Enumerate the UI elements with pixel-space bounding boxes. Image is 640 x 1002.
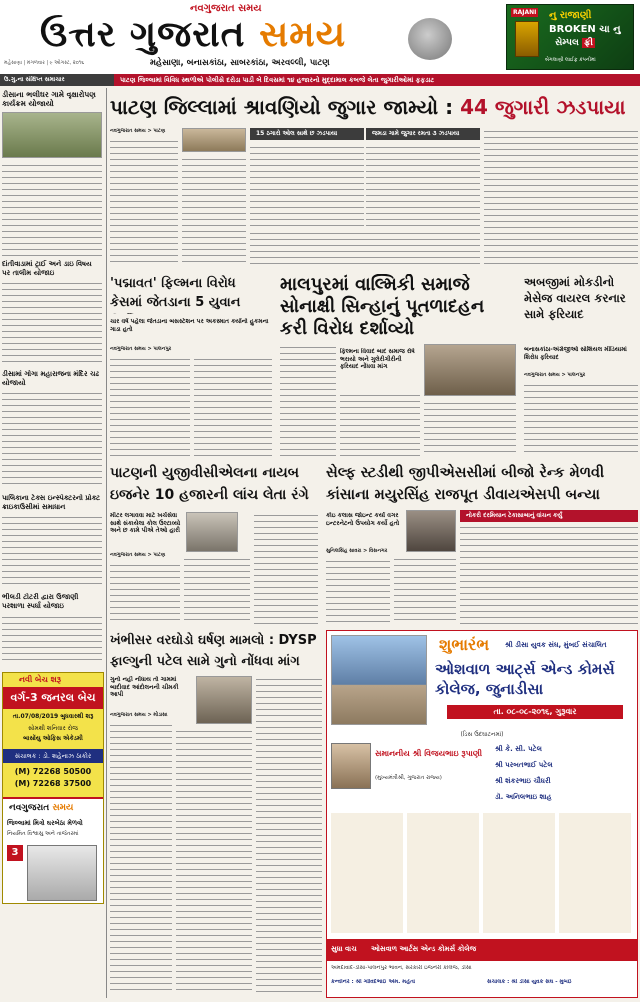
- promo-brand-main: નવગુજરાત: [9, 803, 50, 813]
- story-byline: સુનિલસિંહ સાવરા > વિસનગર: [326, 548, 388, 554]
- sidebar-story-title: પાલિકાના ટેક્સ ઇન્સ્પેક્ટરનો પ્રોક્ટ ક્રાઇકાઉસીમાં સમાધાન: [2, 494, 101, 511]
- ad-dignitaries-grid: [331, 813, 633, 933]
- newspaper-icon: [27, 845, 97, 901]
- top-ad[interactable]: [506, 4, 634, 70]
- class-ad[interactable]: [2, 672, 104, 904]
- story-body: [424, 400, 516, 456]
- class-ad-contact: સંચાલક : ડો. શહેનાઝ ઠાકોર: [3, 749, 103, 763]
- top-ad-line1: નુ રાજાણી: [549, 10, 592, 21]
- lead-headline-a: પાટણ જિલ્લામાં શ્રાવણિયો જુગાર જામ્યો :: [110, 95, 454, 119]
- ad-guest: શ્રી શંકરભાઇ ચૌધરી: [495, 777, 551, 785]
- ad-chief-role: (મુખ્યમંત્રીશ્રી, ગુજરાત રાજ્ય): [375, 775, 442, 781]
- story-photo: [196, 676, 252, 724]
- story-photo: [424, 344, 516, 396]
- story-kicker: મીટર લગાવવા માટે ખર્ચસેવા સાથે સંકાયેલા કોલ ઉલ્ટાવ્યો અને છ કામે પીએ તેઓ હારી: [110, 512, 181, 534]
- masthead-dateline: મહેસાણા | મંગળવાર | ૯ ઓગસ્ટ, ૨૦૧૬: [4, 60, 84, 66]
- top-ad-sample: [555, 38, 595, 48]
- lead-box-1: 15 ઠગારો ઓલ સાથે છ ઝડપાયા: [250, 128, 364, 140]
- tea-pack-image: [515, 21, 539, 57]
- masthead-regions: મહેસાણા, બનાસકાંઠા, સાબરકાંઠા, અરવલ્લી, પાટણ: [150, 58, 330, 68]
- class-ad-sub2: બાસોંયુ ઓફિસ એકેડમી: [23, 735, 83, 742]
- story-body: [256, 676, 322, 994]
- ticker-bar: [0, 74, 640, 86]
- ad-guest: ડૉ. અનિલભાઇ શાહ: [495, 793, 552, 801]
- top-ad-line4: બેગલાણી લાઈફ કંપનીમાં: [545, 57, 596, 63]
- story-headline: સેલ્ફ સ્ટડીથી જીપીએસસીમાં બીજો રેન્ક મેળવી કાંસાના મયુરસિંહ રાજપૂત ડીવાયએસપી બન્યા: [326, 465, 605, 503]
- sidebar-story-title: દાંતીવાડામાં ટ્રાઈ અને ડાઇ વિષય પર તાલીમ યોજાઇ: [2, 260, 92, 277]
- story-body: [110, 562, 180, 624]
- lead-byline: નવગુજરાત સમય > પાટણ: [110, 128, 166, 134]
- sidebar-body: [2, 514, 102, 588]
- story-body: [280, 344, 336, 456]
- sidebar-body: [2, 390, 102, 488]
- story-byline: નવગુજરાત સમય > પાટણ: [110, 552, 166, 558]
- job-box-header: નોકરી દરમિયાન ટેકાસાબાનું વાંચન કર્યું: [460, 510, 638, 522]
- class-ad-sub1: સોમથી શનિવાર રોજ: [28, 725, 78, 732]
- lead-body: [250, 230, 480, 266]
- story-body: [394, 556, 456, 624]
- promo-brand-accent: સમય: [52, 803, 74, 813]
- sidebar-story-title: ડીસાના ભલીઘર ગામે વૃક્ષારોપણ કાર્યક્રમ યોજાયો: [2, 90, 96, 108]
- sidebar-body: [2, 162, 102, 256]
- sidebar-story-title: ભીલડી ટોટરી દ્વારા ઉજાણી પરશાળા સ્પર્ધા યોજાઇ: [2, 593, 79, 610]
- promo-sub: નિયમિત વિશ્વાસુ અને તાજેતરમાં: [7, 831, 79, 837]
- top-ad-line2: BROKEN ચા નુ: [549, 24, 621, 35]
- top-ad-brand: RAJANI: [513, 9, 537, 16]
- lion-logo-icon: [408, 18, 452, 60]
- class-ad-top: નવી બેચ શરૂ: [19, 675, 62, 684]
- masthead-title-main: ઉત્તર ગુજરાત: [40, 14, 246, 55]
- story-kicker: ગુનો નહી નોંધાય તો ગામમાં બાદીવાદ આંદોલનની ચીમકી આપી: [110, 676, 179, 698]
- sidebar-story-title: ડીસામાં ગોગા મહારાજના મંદિર ચઢ યોજાયો: [2, 370, 99, 387]
- ad-chief: સમાનનીય શ્રી વિજયભાઇ રૂપાણી: [375, 749, 483, 758]
- sidebar-body: [2, 614, 102, 664]
- story-byline: નવગુજરાત સમય > પાલનપુર: [110, 346, 172, 352]
- lead-body: [110, 138, 178, 266]
- story-body: [254, 512, 318, 624]
- story-photo: [186, 512, 238, 552]
- story-body: [184, 556, 250, 624]
- story-headline: માલપુરમાં વાલ્મિકી સમાજે સોનાક્ષી સિન્હાનું પૂતળાદહન કરી વિરોધ દર્શાવ્યો: [280, 274, 485, 339]
- college-ad[interactable]: [326, 630, 638, 998]
- lead-headline: [110, 90, 638, 124]
- class-ad-title: વર્ગ-3 જનરલ બેચ: [3, 687, 103, 709]
- column-divider: [106, 88, 107, 998]
- ad-footer-right: અમદાવાદ-ડીસા-પાલનપુર ભાવન, સરકારી ઇજનેરી કોલેજ, ડીસા: [331, 965, 472, 971]
- story-kicker: બનાસકાંઠા-અંગ્રેજીઓ સોશિયલ મીડિયામાં શિરોધ ફરિયાદ: [524, 346, 627, 361]
- ad-footer-main: ઓસવાળ આર્ટસ એન્ડ કોમર્સ કોલેજ: [371, 945, 477, 953]
- lead-body: [250, 144, 364, 226]
- story-headline: અબજીમાં મોકડીનો મેસેજ વાયરલ કરનાર સામે ફરિયાદ: [524, 275, 626, 321]
- ad-footer: [327, 939, 637, 961]
- ad-bottom-right: સંચાલક : શ્રી ડીસા યુવક સંઘ - મુંબઈ: [487, 979, 572, 985]
- masthead-kicker: નવગુજરાત સમય: [190, 3, 262, 14]
- lead-box-2: જમડા ગામે જુગાર રમતા ૩ ઝડપાયા: [366, 128, 480, 140]
- story-kicker: ફિલ્મના વિવાદ બાદ સમાજ રોષે ભરાયો અને ગુલેરીગીરીની ફરિયાદ નોંધવા માંગ: [340, 348, 415, 370]
- lead-photo: [182, 128, 246, 152]
- promo-brand: [9, 803, 73, 813]
- ad-org: શ્રી ડીસા યુવક સંઘ, મુંબઈ સંચાલિત: [505, 641, 607, 649]
- college-building-image: [331, 635, 427, 725]
- story-headline: ખંભીસર વરઘોડો ઘર્ષણ મામલો : DYSP ફાલ્ગુની પટેલ સામે ગુનો નોંધવા માંગ: [110, 633, 317, 669]
- ad-tagline: (ડિસ ઉદઘાટનમાં): [460, 731, 504, 738]
- class-ad-phone-1[interactable]: (M) 72268 50500: [14, 767, 92, 776]
- story-body: [194, 356, 272, 456]
- sidebar: [2, 88, 104, 610]
- lead-body: [484, 128, 638, 266]
- job-box-body: [460, 524, 638, 624]
- ad-footer-left: સુધા વાચ: [331, 945, 357, 953]
- class-ad-phone-2[interactable]: (M) 72268 37500: [14, 779, 92, 788]
- story-body: [110, 356, 190, 456]
- chief-photo: [331, 743, 371, 789]
- story-byline: નવગુજરાત સમય > મોડાસા: [110, 712, 168, 718]
- story-body: [524, 382, 638, 456]
- lead-body: [366, 144, 480, 226]
- story-headline: 'પદ્માવત' ફિલ્મના વિરોધ કેસમાં જેતડાના 5 યુવાન: [110, 276, 241, 310]
- top-ad-free: ફ્રી: [583, 38, 593, 48]
- promo-badge: 3: [7, 845, 23, 861]
- ad-date: તા. ૦૮-૦૮-૨૦૧૬, ગુરૂવાર: [447, 705, 623, 719]
- sidebar-body: [2, 280, 102, 364]
- ad-shubh: શુભારંભ: [439, 635, 490, 654]
- class-ad-date: તા.07/08/2019 બુધવારથી શરૂ: [12, 713, 94, 720]
- sidebar-photo: [2, 112, 102, 158]
- story-kicker: કોઇ કલાસ જોઇન્ટ કર્યા વગર ઇન્ટરનેટનો ઉપયોગ કર્યો હતો: [326, 512, 400, 527]
- ad-guest: શ્રી કે. સી. પટેલ: [495, 745, 542, 753]
- ad-title: ઓશવાળ આર્ટ્સ એન્ડ કોમર્સ કોલેજ, જુનાડીસા: [435, 660, 615, 698]
- story-body: [326, 558, 390, 624]
- story-photo: [406, 510, 456, 552]
- story-byline: નવગુજરાત સમય > પાલનપુર: [524, 372, 586, 378]
- lead-headline-b: 44 જુગારી ઝડપાયા: [460, 95, 626, 119]
- story-kicker: ચાર વર્ષ પહેલા જેતડાના બસસ્ટેશન પર અકસ્માત કર્યાનો હુકમના ગાડા હતો: [110, 318, 269, 333]
- promo-line: જિલ્લામાં મિત્રો ઘરબેઠા મેળવો: [7, 819, 83, 827]
- masthead-title: [40, 14, 346, 56]
- story-headline: પાટણની યુજીવીસીએલના નાયબ ઇજનેર 10 હજારની લાંચ લેતા રંગે: [110, 465, 309, 503]
- lead-body: [182, 156, 246, 266]
- promo-box: [3, 797, 103, 904]
- ticker-text: પાટણ જિલ્લામાં વિવિધ સ્થળોએ પોલીસે દરોડા પાડી બે દિવસમાં ૧૪ હજારનો મુદ્દામાલ કબજે લેતા જુગારીઓમાં ફફડાટ: [114, 74, 640, 86]
- ad-bottom-left: કન્વીનર : શ્રી ગોવિંદભાઈ એમ. મહેતા: [331, 979, 416, 985]
- story-body: [176, 728, 252, 994]
- story-body: [340, 392, 420, 456]
- story-body: [110, 722, 172, 994]
- ad-guest: શ્રી પરબતભાઈ પટેલ: [495, 761, 553, 769]
- top-ad-line3: સેમ્પલ: [555, 38, 579, 48]
- masthead-title-accent: સમય: [259, 14, 347, 55]
- section-label: ઉ.ગુ.ના સંક્ષિપ્ત સમાચાર: [4, 76, 65, 83]
